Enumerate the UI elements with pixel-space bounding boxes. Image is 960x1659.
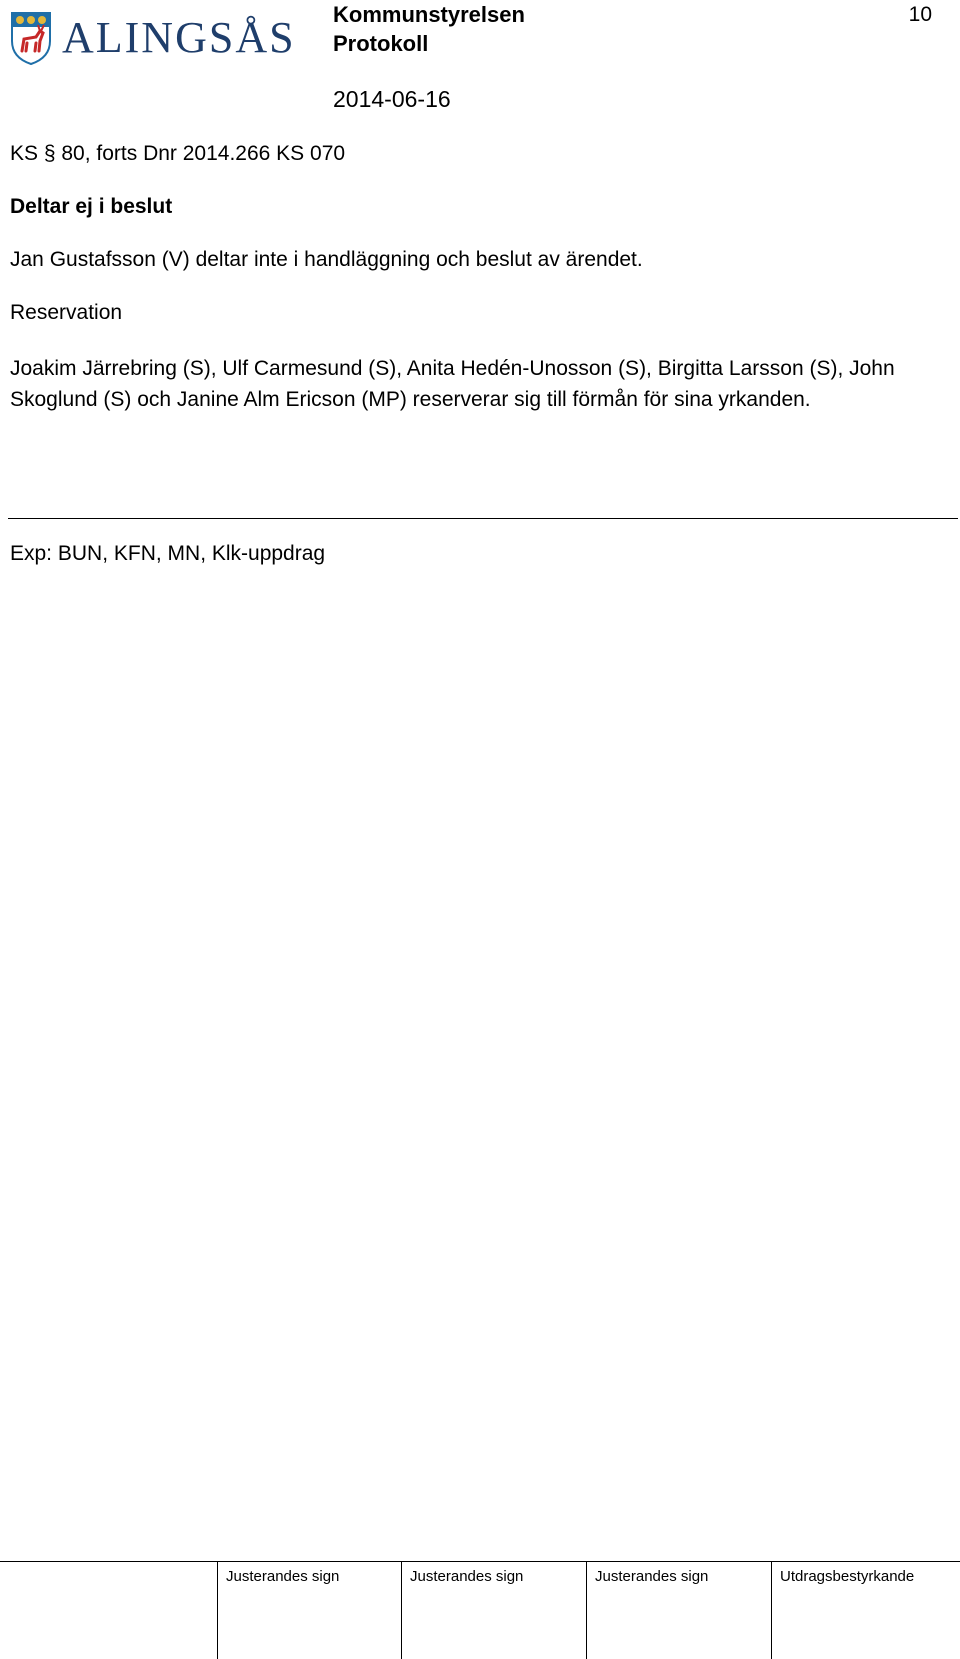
page-number: 10 — [908, 3, 932, 26]
signature-box-2 — [401, 1561, 402, 1659]
abstain-heading: Deltar ej i beslut — [10, 195, 173, 218]
logo-wordmark: ALINGSÅS — [62, 13, 296, 62]
signature-box-4 — [771, 1561, 772, 1659]
certification-label: Utdragsbestyrkande — [780, 1568, 915, 1585]
expedition-line: Exp: BUN, KFN, MN, Klk-uppdrag — [10, 542, 326, 565]
footer-divider — [0, 1561, 960, 1562]
abstain-text: Jan Gustafsson (V) deltar inte i handläggning och beslut av ärendet. — [10, 248, 643, 271]
signature-box-1 — [217, 1561, 218, 1659]
organization-name: Kommunstyrelsen — [333, 2, 525, 27]
reservation-text: Joakim Järrebring (S), Ulf Carmesund (S), Anita Hedén-Unosson (S), Birgitta Larsson (S), John Skoglund (S) och Janine Alm Ericson (MP) reserverar sig till förmån för sina yrkanden. — [10, 357, 895, 411]
meeting-date: 2014-06-16 — [333, 86, 451, 112]
signature-label-2: Justerandes sign — [410, 1568, 524, 1585]
paragraph-reference: KS § 80, forts Dnr 2014.266 KS 070 — [10, 142, 346, 165]
coat-of-arms-icon — [10, 11, 52, 65]
signature-box-3 — [586, 1561, 587, 1659]
document-type: Protokoll — [333, 31, 429, 56]
signature-label-3: Justerandes sign — [595, 1568, 709, 1585]
municipality-logo — [10, 8, 300, 68]
reservation-heading: Reservation — [10, 301, 123, 324]
signature-label-1: Justerandes sign — [226, 1568, 340, 1585]
section-divider — [8, 518, 958, 519]
